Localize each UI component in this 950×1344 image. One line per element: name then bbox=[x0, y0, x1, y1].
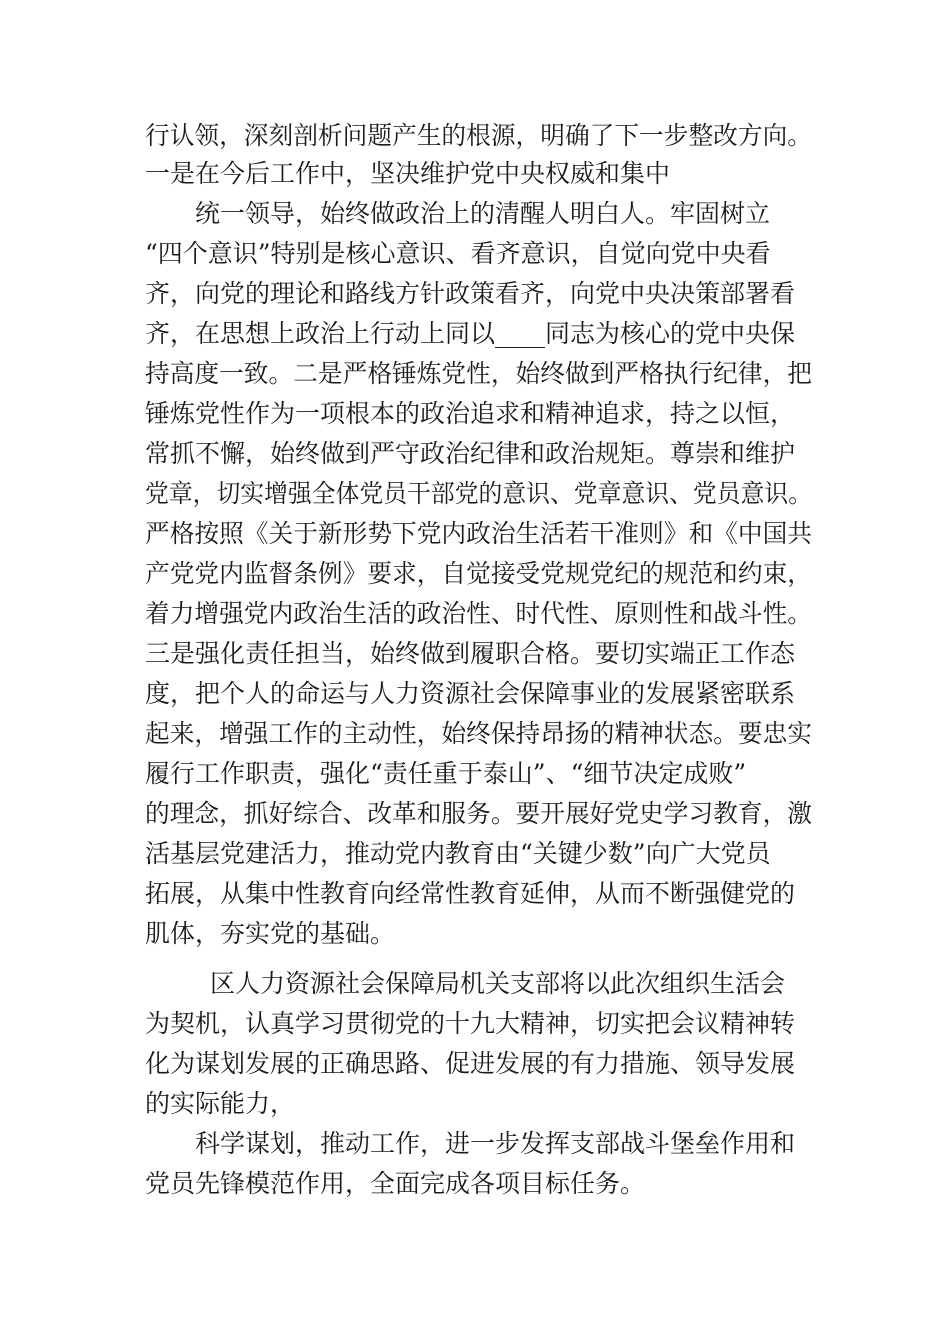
text-line-4: “四个意识”特别是核心意识、看齐意识，自觉向党中央看 bbox=[145, 239, 771, 268]
text-line-5: 齐，向党的理论和路线方针政策看齐，向党中央决策部署看 bbox=[145, 279, 796, 308]
text-line-13: 着力增强党内政治生活的政治性、时代性、原则性和战斗性。 bbox=[145, 599, 812, 628]
text-line-9: 常抓不懈，始终做到严守政治纪律和政治规矩。尊崇和维护 bbox=[145, 439, 796, 468]
text-line-21: 肌体，夯实党的基础。 bbox=[145, 919, 396, 948]
text-line-26: 科学谋划，推动工作，进一步发挥支部战斗堡垒作用和 bbox=[195, 1129, 796, 1158]
text-line-25: 的实际能力， bbox=[145, 1089, 296, 1118]
text-line-3: 统一领导，始终做政治上的清醒人明白人。牢固树立 bbox=[195, 199, 771, 228]
text-line-17: 履行工作职责，强化“责任重于泰山”、“细节决定成败” bbox=[145, 759, 747, 788]
text-line-20: 拓展，从集中性教育向经常性教育延伸，从而不断强健党的 bbox=[145, 879, 796, 908]
text-line-1: 行认领，深刻剖析问题产生的根源，明确了下一步整改方向。 bbox=[145, 121, 812, 150]
text-line-7: 持高度一致。二是严格锤炼党性，始终做到严格执行纪律，把 bbox=[145, 359, 812, 388]
text-line-23: 为契机，认真学习贯彻党的十九大精神，切实把会议精神转 bbox=[145, 1009, 796, 1038]
text-line-18: 的理念，抓好综合、改革和服务。要开展好党史学习教育，激 bbox=[145, 799, 812, 828]
text-line-6: 齐，在思想上政治上行动上同以____同志为核心的党中央保 bbox=[145, 319, 796, 348]
text-line-16: 起来，增强工作的主动性，始终保持昂扬的精神状态。要忠实 bbox=[145, 719, 812, 748]
text-line-10: 党章，切实增强全体党员干部党的意识、党章意识、党员意识。 bbox=[145, 479, 813, 508]
text-line-19: 活基层党建活力，推动党内教育由“关键少数”向广大党员 bbox=[145, 839, 771, 868]
text-line-14: 三是强化责任担当，始终做到履职合格。要切实端正工作态 bbox=[145, 639, 796, 668]
text-line-22: 区人力资源社会保障局机关支部将以此次组织生活会 bbox=[210, 969, 786, 998]
text-line-27: 党员先锋模范作用，全面完成各项目标任务。 bbox=[145, 1169, 646, 1198]
text-line-12: 产党党内监督条例》要求，自觉接受党规党纪的规范和约束， bbox=[145, 559, 812, 588]
text-line-2: 一是在今后工作中，坚决维护党中央权威和集中 bbox=[145, 159, 671, 188]
text-line-8: 锤炼党性作为一项根本的政治追求和精神追求，持之以恒， bbox=[145, 399, 796, 428]
text-line-11: 严格按照《关于新形势下党内政治生活若干准则》和《中国共 bbox=[145, 519, 812, 548]
text-line-24: 化为谋划发展的正确思路、促进发展的有力措施、领导发展 bbox=[145, 1049, 796, 1078]
text-line-15: 度，把个人的命运与人力资源社会保障事业的发展紧密联系 bbox=[145, 679, 796, 708]
